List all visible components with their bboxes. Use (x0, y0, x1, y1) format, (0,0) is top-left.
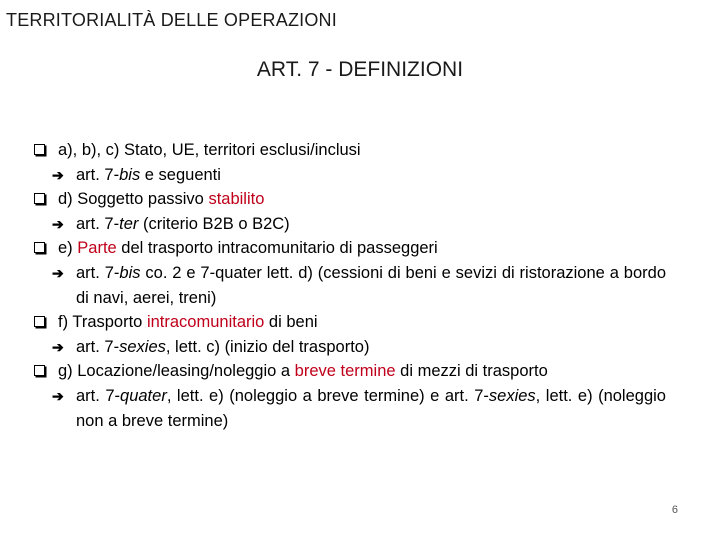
checkbox-bullet-icon (34, 144, 45, 155)
slide-title: ART. 7 - DEFINIZIONI (256, 58, 464, 81)
highlighted-term: Parte (77, 239, 117, 258)
reference-line: ➔ art. 7-bis e seguenti (34, 163, 666, 188)
header-title: TERRITORIALITÀ DELLE OPERAZIONI (6, 10, 337, 30)
arrow-right-icon: ➔ (52, 215, 64, 232)
list-item: e) Parte del trasporto intracomunitario di passeggeri (34, 236, 666, 261)
reference-line: ➔ art. 7-ter (criterio B2B o B2C) (34, 212, 666, 237)
reference-line: ➔ art. 7-bis co. 2 e 7-quater lett. d) (cessioni di beni e sevizi di ristorazione a bordo di navi, aerei, treni) (34, 261, 666, 310)
definitions-list (34, 138, 666, 433)
list-item: g) Locazione/leasing/noleggio a breve termine di mezzi di trasporto (34, 359, 666, 384)
checkbox-bullet-icon (34, 242, 45, 253)
arrow-right-icon: ➔ (52, 166, 64, 183)
list-item: d) Soggetto passivo stabilito (34, 187, 666, 212)
checkbox-bullet-icon (34, 193, 45, 204)
highlighted-term: breve termine (294, 362, 396, 381)
page-number: 6 (671, 504, 678, 516)
list-item (34, 138, 666, 163)
arrow-right-icon: ➔ (52, 338, 64, 355)
highlighted-term: intracomunitario (146, 313, 265, 332)
arrow-right-icon: ➔ (52, 387, 64, 404)
arrow-right-icon: ➔ (52, 264, 64, 281)
reference-line: ➔ art. 7-quater, lett. e) (noleggio a breve termine) e art. 7-sexies, lett. e) (noleggio non a breve termine) (34, 384, 666, 433)
reference-line: ➔ art. 7-sexies, lett. c) (inizio del trasporto) (34, 335, 666, 360)
list-item: f) Trasporto intracomunitario di beni (34, 310, 666, 335)
checkbox-bullet-icon (34, 316, 45, 327)
highlighted-term: stabilito (208, 190, 265, 209)
checkbox-bullet-icon (34, 365, 45, 376)
item-text: a), b), c) Stato, UE, territori esclusi/inclusi (58, 141, 361, 159)
